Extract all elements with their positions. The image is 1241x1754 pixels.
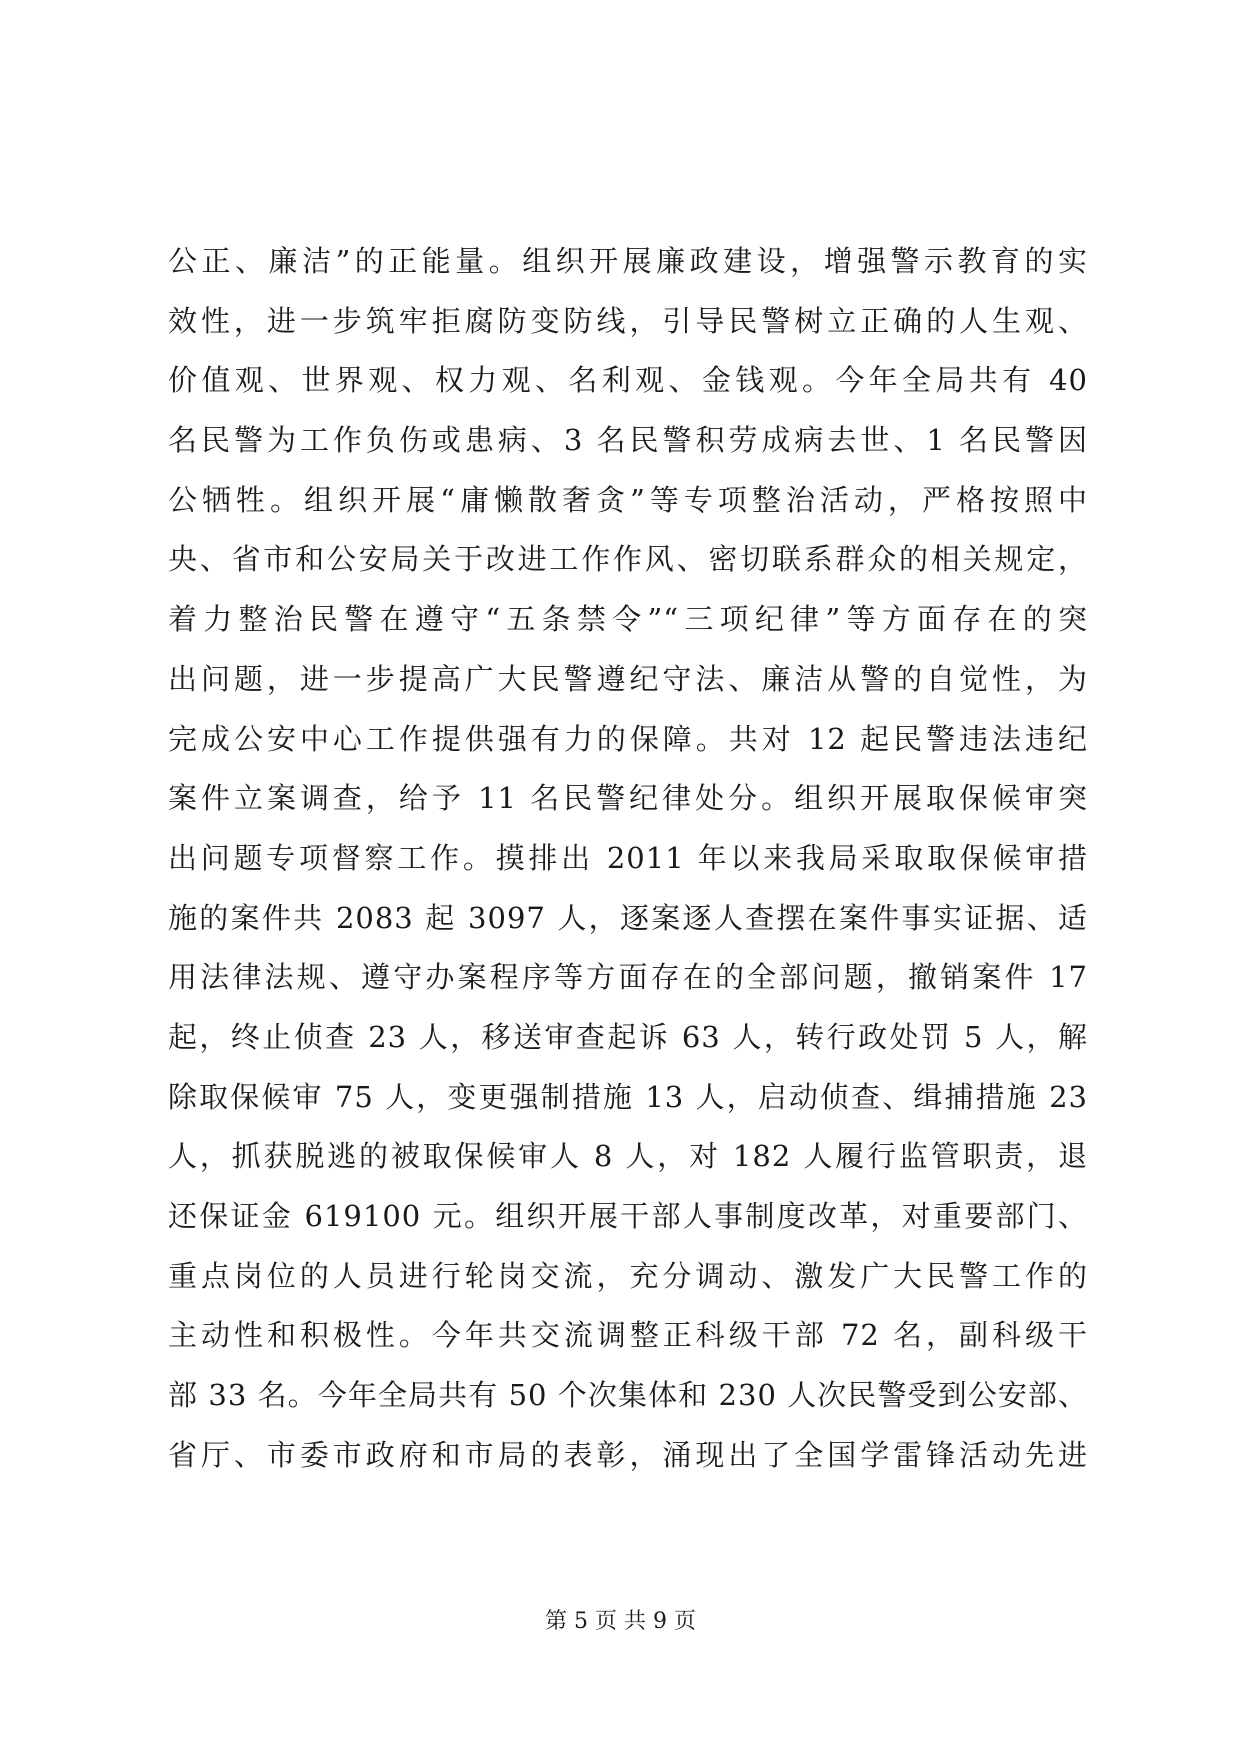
page-number: 第 5 页 共 9 页 <box>545 1609 696 1634</box>
text-line: 央、省市和公安局关于改进工作作风、密切联系群众的相关规定， <box>168 542 1088 577</box>
text-line: 效性，进一步筑牢拒腐防变防线，引导民警树立正确的人生观、 <box>168 303 1088 338</box>
text-line: 主动性和积极性。今年共交流调整正科级干部 72 名，副科级干 <box>168 1318 1088 1353</box>
text-line: 除取保候审 75 人，变更强制措施 13 人，启动侦查、缉捕措施 23 <box>168 1079 1088 1114</box>
text-line: 部 33 名。今年全局共有 50 个次集体和 230 人次民警受到公安部、 <box>168 1378 1088 1413</box>
text-line: 省厅、市委市政府和市局的表彰，涌现出了全国学雷锋活动先进 <box>168 1437 1088 1472</box>
text-line: 施的案件共 2083 起 3097 人，逐案逐人查摆在案件事实证据、适 <box>168 900 1088 935</box>
text-line: 起，终止侦查 23 人，移送审查起诉 63 人，转行政处罚 5 人，解 <box>168 1019 1088 1054</box>
text-line: 完成公安中心工作提供强有力的保障。共对 12 起民警违法违纪 <box>168 721 1088 756</box>
text-line: 出问题专项督察工作。摸排出 2011 年以来我局采取取保候审措 <box>168 840 1088 875</box>
text-line: 用法律法规、遵守办案程序等方面存在的全部问题，撤销案件 17 <box>168 960 1088 995</box>
text-line: 价值观、世界观、权力观、名利观、金钱观。今年全局共有 40 <box>168 363 1088 398</box>
text-line: 人，抓获脱逃的被取保候审人 8 人，对 182 人履行监管职责，退 <box>168 1139 1088 1174</box>
body-text <box>168 232 1088 1485</box>
text-line: 出问题，进一步提高广大民警遵纪守法、廉洁从警的自觉性，为 <box>168 661 1088 696</box>
text-line: 案件立案调查，给予 11 名民警纪律处分。组织开展取保候审突 <box>168 781 1088 816</box>
text-line: 重点岗位的人员进行轮岗交流，充分调动、激发广大民警工作的 <box>168 1258 1088 1293</box>
text-line: 还保证金 619100 元。组织开展干部人事制度改革，对重要部门、 <box>168 1199 1088 1233</box>
text-line: 名民警为工作负伤或患病、3 名民警积劳成病去世、1 名民警因 <box>168 423 1088 458</box>
text-line: 着力整治民警在遵守“五条禁令”“三项纪律”等方面存在的突 <box>168 602 1088 637</box>
text-line: 公牺牲。组织开展“庸懒散奢贪”等专项整治活动，严格按照中 <box>168 482 1088 517</box>
text-line: 公正、廉洁”的正能量。组织开展廉政建设，增强警示教育的实 <box>168 244 1088 278</box>
